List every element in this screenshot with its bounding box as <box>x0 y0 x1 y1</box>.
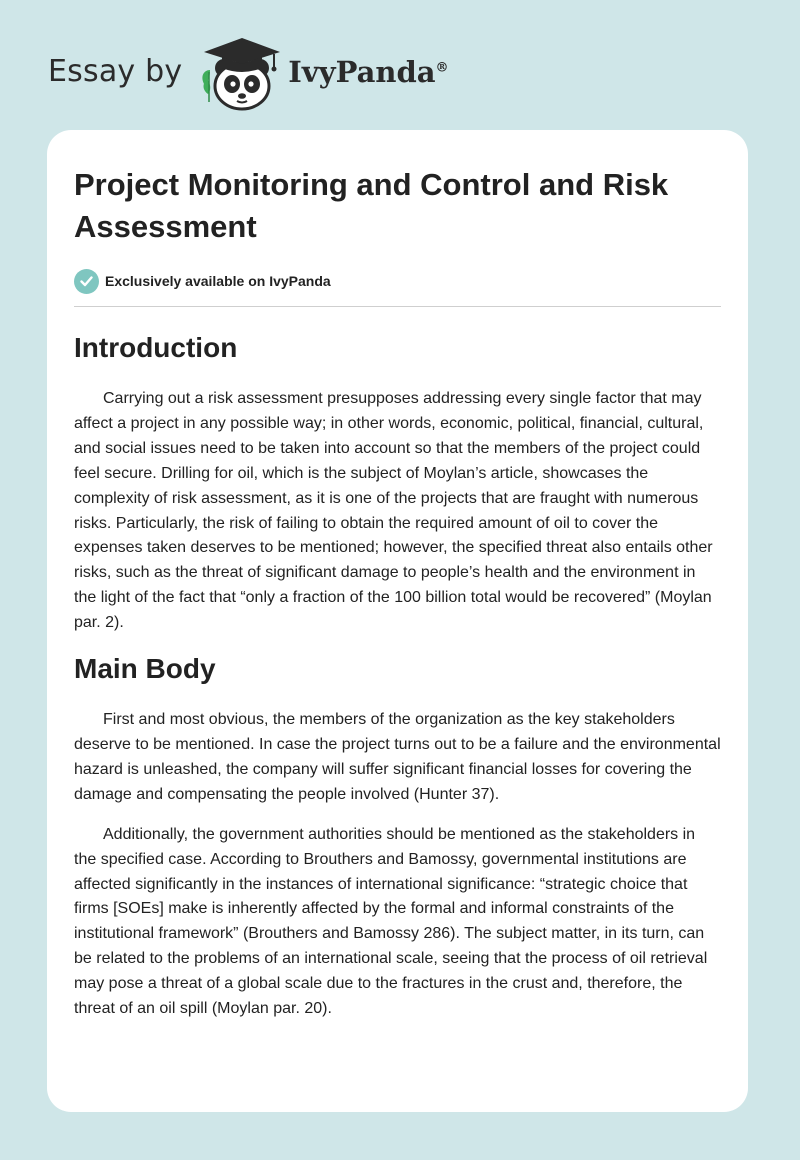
section-heading-introduction: Introduction <box>74 332 238 363</box>
brand-name <box>288 54 449 89</box>
panda-logo-icon <box>198 32 284 112</box>
section-heading-main-body: Main Body <box>74 653 216 685</box>
site-header <box>48 30 449 114</box>
exclusive-badge <box>74 268 721 294</box>
exclusive-label: Exclusively available on IvyPanda <box>105 273 331 289</box>
essay-title: Project Monitoring and Control and Risk Assessment <box>74 167 669 244</box>
brand-label: IvyPanda <box>288 54 436 89</box>
divider <box>74 306 721 307</box>
essay-card <box>47 130 748 1112</box>
essay-by-label: Essay by <box>48 54 183 89</box>
paragraph: Carrying out a risk assessment presupposes addressing every single factor that may affect a project in any possible way; in other words, economic, political, financial, cultural, and social issues need to be taken into account so that the members of the project could feel secure. Drilling for oil, which is the subject of Moylan’s article, showcases the complexity of risk assessment, as it is one of the projects that are fraught with numerous risks. Particularly, the risk of failing to obtain the required amount of oil to cover the expenses taken deserves to be mentioned; however, the specified threat also entails other risks, such as the threat of significant damage to people’s health and the environment in the light of the fact that “only a fraction of the 100 billion total would be recovered” (Moylan par. 2). <box>74 390 713 632</box>
paragraph: First and most obvious, the members of the organization as the key stakeholders deserve to be mentioned. In case the project turns out to be a failure and the environmental hazard is unleashed, the company will suffer significant financial losses for covering the damage and compensating the people involved (Hunter 37). <box>74 711 721 803</box>
check-circle-icon <box>74 269 99 294</box>
paragraph: Additionally, the government authorities should be mentioned as the stakeholders in the specified case. According to Brouthers and Bamossy, governmental institutions are affected significantly in the instances of international significance: “strategic choice that firms [SOEs] make is inherently affected by the formal and informal constraints of the institutional framework” (Brouthers and Bamossy 286). The subject matter, in its turn, can be related to the problems of an international scale, seeing that the process of oil retrieval may pose a threat of a global scale due to the fractures in the crust and, therefore, the threat of an oil spill (Moylan par. 20). <box>74 825 708 1018</box>
registered-mark: ® <box>435 59 449 75</box>
